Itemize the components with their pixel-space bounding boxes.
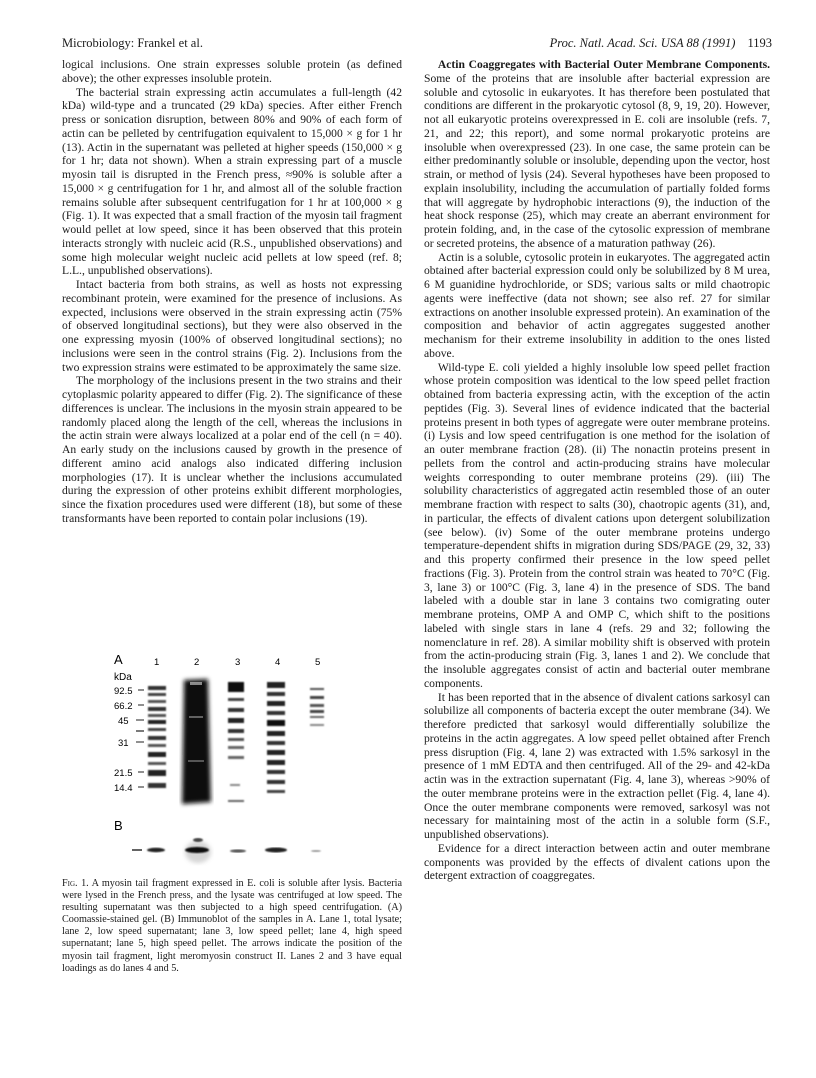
panel-a-label: A — [114, 652, 123, 667]
figure-number: Fig. 1. — [62, 878, 89, 889]
gel-image — [110, 652, 390, 884]
panel-b-label: B — [114, 818, 123, 833]
marker-label: 21.5 — [114, 768, 133, 779]
paragraph: Wild-type E. coli yielded a highly insoluble low speed pellet fraction whose protein composition was identical to the low speed pellet fraction obtained from bacteria expressing actin, with the exception of the actin peptides (Fig. 3). Several lines of evidence indicated that the bacterial proteins present in both types of aggregate were outer membrane proteins. (i) Lysis and low speed centrifugation is one method for the isolation of an outer membrane fraction (28). (ii) The nonactin proteins present in pellets from the control and actin-producing strains have molecular weights corresponding to outer membrane proteins (29). (iii) The solubility characteristics of aggregated actin resembled those of an outer membrane fraction with respect to salts (30), chaotropic agents (31), and, in particular, the effects of divalent cations upon detergent solubilization (see below). (iv) Some of the outer membrane proteins undergo temperature-dependent shifts in migration during SDS/PAGE (29, 32, 33) and this property confirmed their presence in the low speed pellet fractions (Fig. 3). Protein from the control strain was heated to 70°C (Fig. 3, lane 3) or 100°C (Fig. 3, lane 4) in the presence of SDS. The band labeled with a double star in lane 3 contains two comigrating outer membrane proteins, OMP A and OMP C, which shift to the positions labeled with single stars in lane 4 (refs. 29 and 32; following the nomenclature in ref. 28). A similar mobility shift is observed with protein from the actin-producing strain (Fig. 3, lanes 1 and 2). We conclude that the insoluble aggregates consist of actin and bacterial outer membrane components. — [424, 360, 770, 690]
gel-lane-3 — [228, 682, 244, 802]
paragraph-text: Some of the proteins that are insoluble after bacterial expression are soluble and cytosolic in eukaryotes. It has therefore been postulated that conditions are different in the prokaryotic cytosol (8, 9, 19, 20). However, not all eukaryotic proteins overexpressed in E. coli are insoluble (refs. 7, 21, and 22; this report), and some normal prokaryotic proteins are insoluble when overexpressed (23). In one case, the same protein can be either predominantly soluble or insoluble, depending upon the vector, host strain, or method of lysis (24). Several hypotheses have been proposed to explain insolubility, including the accumulation of partially folded forms that will aggregate by hydrophobic interactions (9), the induction of the heat shock response (25), which may create an aberrant environment for protein folding, and, in the case of the cytosolic expression of membrane or secreted proteins, the absence of a maturation pathway (26). — [424, 71, 770, 250]
kda-label: kDa — [114, 672, 132, 683]
paragraph — [424, 58, 770, 251]
paragraph: It has been reported that in the absence of divalent cations sarkosyl can solubilize all components of bacteria except the outer membrane (34). We therefore predicted that sarkosyl would differentially solubilize the proteins in the actin aggregates. A low speed pellet obtained after French press disruption (Fig. 4, lane 2) was extracted with 1.5% sarkosyl in the presence of 1 mM EDTA and then centrifuged. All of the 29- and 42-kDa actin was in the extraction supernatant (Fig. 4, lane 3), whereas >90% of the outer membrane proteins were in the extraction pellet (Fig. 4, lane 4). Once the outer membrane components were removed, sarkosyl was not necessary for maintaining most of the actin in a soluble form (S.F., unpublished observations). — [424, 690, 770, 841]
right-column — [424, 58, 770, 883]
paragraph: Actin is a soluble, cytosolic protein in eukaryotes. The aggregated actin obtained after bacterial expression could only be solubilized by 8 M urea, 6 M guanidine hydrochloride, or SDS; various salts or mild chaotropic agents were ineffective (data not shown; see also ref. 27 for similar extractions on another insoluble expressed protein). An examination of the composition and behavior of actin aggregates suggested another mechanism for their extreme insolubility in addition to the ones listed above. — [424, 250, 770, 360]
gel-lane-5 — [310, 688, 324, 726]
gel-lane-2 — [182, 679, 211, 804]
lane-label: 3 — [235, 657, 241, 668]
left-column — [62, 58, 402, 526]
section-heading: Actin Coaggregates with Bacterial Outer Membrane Components. — [437, 58, 770, 71]
marker-label: 14.4 — [114, 783, 133, 794]
marker-label: 66.2 — [114, 701, 133, 712]
figure-1-gel — [110, 652, 390, 884]
lane-label: 5 — [315, 657, 321, 668]
figure-caption — [62, 878, 402, 975]
paragraph: Evidence for a direct interaction between actin and outer membrane components was provided by the effects of divalent cations upon the detergent extraction of coaggregates. — [424, 841, 770, 883]
marker-label: 31 — [118, 738, 129, 749]
gel-lane-4 — [267, 682, 285, 793]
lane-label: 1 — [154, 657, 160, 668]
paragraph: The bacterial strain expressing actin accumulates a full-length (42 kDa) wild-type and a truncated (29 kDa) species. After either French press or sonication disruption, between 80% and 90% of each form of actin can be pelleted by centrifugation equivalent to 15,000 × g for 1 hr (13). Actin in the supernatant was pelleted at higher speeds (150,000 × g for 1 hr; data not shown). When a strain expressing part of a muscle myosin tail is disrupted in the French press, ≈90% is soluble after a 15,000 × g centrifugation for 1 hr, and almost all of the soluble fraction remains soluble after subsequent centrifugation for 1 hr at 100,000 × g (Fig. 1). It was expected that a small fraction of the myosin tail fragment would pellet at low speed, since it has been observed that this protein interacts strongly with nucleic acid (R.S., unpublished observations) and some high molecular weight nucleic acid pellets at low speed (ref. 8; L.L., unpublished observations). — [62, 85, 402, 278]
paragraph: logical inclusions. One strain expresses soluble protein (as defined above); the other expresses insoluble protein. — [62, 58, 402, 85]
marker-label: 45 — [118, 716, 129, 727]
lane-label: 4 — [275, 657, 281, 668]
journal-citation: Proc. Natl. Acad. Sci. USA 88 (1991) — [549, 36, 736, 50]
marker-label: 92.5 — [114, 686, 133, 697]
paragraph: The morphology of the inclusions present in the two strains and their cytoplasmic polarity appeared to differ (Fig. 2). The significance of these differences is unclear. The inclusions in the myosin strain appeared to be randomly placed along the length of the cell, whereas the inclusions in the actin strain were always localized at a polar end of the cell (n = 40). An early study on the inclusions caused by growth in the presence of different amino acid analogs also indicated differing inclusion morphologies (17). It is unclear whether the inclusions accumulated during the expression of other proteins exhibit different morphologies, since the fixation procedures used were different (18), but some of these transformants have been reported to contain polar inclusions (19). — [62, 374, 402, 525]
paragraph: Intact bacteria from both strains, as well as hosts not expressing recombinant protein, were examined for the presence of inclusions. As expected, inclusions were observed in the strain expressing actin (75% of observed longitudinal sections), but they were also observed in the one expressing myosin (100% of observed longitudinal sections); no inclusions were seen in the control strains (Fig. 2). Inclusions from the two expression strains were estimated to be approximately the same size. — [62, 278, 402, 374]
running-header-right — [550, 36, 772, 51]
page-number: 1193 — [747, 36, 772, 50]
gel-lane-1 — [148, 686, 166, 788]
lane-label: 2 — [194, 657, 200, 668]
immunoblot — [147, 838, 321, 863]
running-header-left: Microbiology: Frankel et al. — [62, 36, 203, 50]
caption-text: A myosin tail fragment expressed in E. coli is soluble after lysis. Bacteria were lysed in the French press, and the lysate was centrifuged at low speed. The resulting supernatant was then subjected to a high speed centrifugation. (A) Coomassie-stained gel. (B) Immunoblot of the samples in A. Lane 1, total lysate; lane 2, low speed supernatant; lane 3, low speed pellet; lane 4, high speed supernatant; lane 5, high speed pellet. The arrows indicate the position of the myosin tail fragment, light meromyosin construct II. Lanes 2 and 3 have equal loadings as do lanes 4 and 5. — [62, 878, 403, 974]
